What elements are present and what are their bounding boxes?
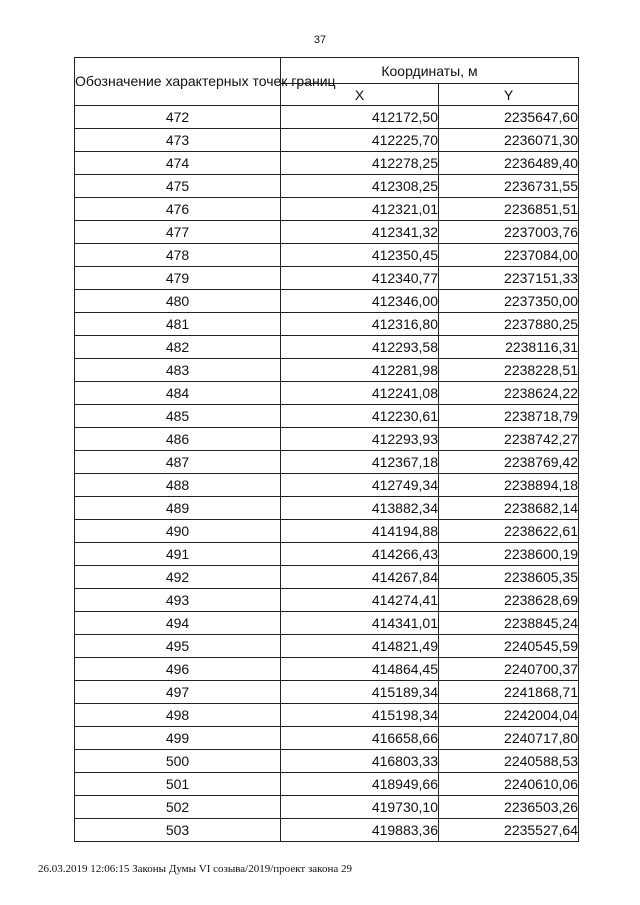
point-id-cell: 497	[75, 681, 281, 704]
point-id-cell: 503	[75, 819, 281, 842]
x-coordinate-cell: 416658,66	[281, 727, 439, 750]
table-row	[75, 658, 579, 681]
table-row	[75, 382, 579, 405]
y-coordinate-cell: 2235647,60	[439, 106, 579, 129]
x-coordinate-cell: 412230,61	[281, 405, 439, 428]
y-coordinate-cell: 2235527,64	[439, 819, 579, 842]
y-coordinate-cell: 2237084,00	[439, 244, 579, 267]
point-id-cell: 492	[75, 566, 281, 589]
x-coordinate-cell: 412350,45	[281, 244, 439, 267]
y-coordinate-cell: 2237003,76	[439, 221, 579, 244]
y-coordinate-cell: 2240700,37	[439, 658, 579, 681]
point-id-cell: 491	[75, 543, 281, 566]
y-coordinate-cell: 2236731,55	[439, 175, 579, 198]
table-row	[75, 497, 579, 520]
point-id-cell: 474	[75, 152, 281, 175]
table-row	[75, 727, 579, 750]
x-coordinate-cell: 412367,18	[281, 451, 439, 474]
x-coordinate-cell: 412225,70	[281, 129, 439, 152]
point-id-cell: 494	[75, 612, 281, 635]
y-coordinate-cell: 2238742,27	[439, 428, 579, 451]
table-row	[75, 290, 579, 313]
x-coordinate-cell: 414341,01	[281, 612, 439, 635]
table-row	[75, 520, 579, 543]
y-coordinate-cell: 2237151,33	[439, 267, 579, 290]
y-coordinate-cell: 2236489,40	[439, 152, 579, 175]
x-coordinate-cell: 412278,25	[281, 152, 439, 175]
y-coordinate-cell: 2241868,71	[439, 681, 579, 704]
table-row	[75, 635, 579, 658]
x-coordinate-cell: 412293,58	[281, 336, 439, 359]
point-id-cell: 483	[75, 359, 281, 382]
table-header	[75, 58, 579, 106]
y-coordinate-cell: 2240610,06	[439, 773, 579, 796]
x-coordinate-cell: 415189,34	[281, 681, 439, 704]
y-coordinate-cell: 2238600,19	[439, 543, 579, 566]
table-row	[75, 566, 579, 589]
point-id-cell: 490	[75, 520, 281, 543]
x-coordinate-cell: 414267,84	[281, 566, 439, 589]
x-coordinate-cell: 414864,45	[281, 658, 439, 681]
x-coordinate-cell: 416803,33	[281, 750, 439, 773]
point-id-cell: 501	[75, 773, 281, 796]
table-body	[75, 106, 579, 842]
point-id-cell: 482	[75, 336, 281, 359]
table-row	[75, 704, 579, 727]
point-id-cell: 487	[75, 451, 281, 474]
y-coordinate-cell: 2238845,24	[439, 612, 579, 635]
x-coordinate-cell: 412346,00	[281, 290, 439, 313]
x-coordinate-cell: 412293,93	[281, 428, 439, 451]
x-coordinate-cell: 412316,80	[281, 313, 439, 336]
table-row	[75, 129, 579, 152]
point-id-cell: 500	[75, 750, 281, 773]
point-id-cell: 493	[75, 589, 281, 612]
x-coordinate-cell: 414266,43	[281, 543, 439, 566]
y-coordinate-cell: 2238228,51	[439, 359, 579, 382]
table-row	[75, 359, 579, 382]
y-coordinate-cell: 2240588,53	[439, 750, 579, 773]
x-coordinate-cell: 412340,77	[281, 267, 439, 290]
point-id-cell: 473	[75, 129, 281, 152]
table-row	[75, 405, 579, 428]
header-point-name: Обозначение характерных точек границ	[75, 58, 281, 106]
table-row	[75, 175, 579, 198]
point-id-cell: 485	[75, 405, 281, 428]
page-number: 37	[313, 34, 327, 46]
table-row	[75, 543, 579, 566]
table-row	[75, 152, 579, 175]
header-coordinates: Координаты, м	[281, 58, 579, 84]
point-id-cell: 480	[75, 290, 281, 313]
x-coordinate-cell: 412281,98	[281, 359, 439, 382]
y-coordinate-cell: 2240545,59	[439, 635, 579, 658]
table-row	[75, 313, 579, 336]
coordinates-table	[74, 57, 579, 842]
x-coordinate-cell: 412321,01	[281, 198, 439, 221]
point-id-cell: 475	[75, 175, 281, 198]
y-coordinate-cell: 2238894,18	[439, 474, 579, 497]
table-row	[75, 428, 579, 451]
x-coordinate-cell: 414821,49	[281, 635, 439, 658]
point-id-cell: 476	[75, 198, 281, 221]
table-row	[75, 773, 579, 796]
table-row	[75, 106, 579, 129]
table-row	[75, 474, 579, 497]
y-coordinate-cell: 2238769,42	[439, 451, 579, 474]
y-coordinate-cell: 2238682,14	[439, 497, 579, 520]
header-y: Y	[439, 84, 579, 106]
x-coordinate-cell: 415198,34	[281, 704, 439, 727]
point-id-cell: 502	[75, 796, 281, 819]
x-coordinate-cell: 419730,10	[281, 796, 439, 819]
x-coordinate-cell: 414194,88	[281, 520, 439, 543]
x-coordinate-cell: 412172,50	[281, 106, 439, 129]
x-coordinate-cell: 412241,08	[281, 382, 439, 405]
table-row	[75, 267, 579, 290]
table-row	[75, 796, 579, 819]
x-coordinate-cell: 413882,34	[281, 497, 439, 520]
y-coordinate-cell: 2238624,22	[439, 382, 579, 405]
y-coordinate-cell: 2238622,61	[439, 520, 579, 543]
point-id-cell: 478	[75, 244, 281, 267]
table-row	[75, 451, 579, 474]
x-coordinate-cell: 418949,66	[281, 773, 439, 796]
point-id-cell: 477	[75, 221, 281, 244]
table-row	[75, 612, 579, 635]
point-id-cell: 479	[75, 267, 281, 290]
table-row	[75, 198, 579, 221]
point-id-cell: 489	[75, 497, 281, 520]
x-coordinate-cell: 412308,25	[281, 175, 439, 198]
table-row	[75, 750, 579, 773]
table-row	[75, 221, 579, 244]
point-id-cell: 472	[75, 106, 281, 129]
point-id-cell: 499	[75, 727, 281, 750]
y-coordinate-cell: 2242004,04	[439, 704, 579, 727]
point-id-cell: 486	[75, 428, 281, 451]
y-coordinate-cell: 2238116,31	[439, 336, 579, 359]
point-id-cell: 484	[75, 382, 281, 405]
point-id-cell: 488	[75, 474, 281, 497]
y-coordinate-cell: 2238718,79	[439, 405, 579, 428]
x-coordinate-cell: 412341,32	[281, 221, 439, 244]
header-row-top	[75, 58, 579, 84]
point-id-cell: 481	[75, 313, 281, 336]
x-coordinate-cell: 414274,41	[281, 589, 439, 612]
point-id-cell: 495	[75, 635, 281, 658]
point-id-cell: 496	[75, 658, 281, 681]
y-coordinate-cell: 2237880,25	[439, 313, 579, 336]
table-row	[75, 244, 579, 267]
x-coordinate-cell: 412749,34	[281, 474, 439, 497]
table-row	[75, 336, 579, 359]
y-coordinate-cell: 2236071,30	[439, 129, 579, 152]
table-row	[75, 589, 579, 612]
y-coordinate-cell: 2240717,80	[439, 727, 579, 750]
y-coordinate-cell: 2236851,51	[439, 198, 579, 221]
table-row	[75, 681, 579, 704]
y-coordinate-cell: 2237350,00	[439, 290, 579, 313]
point-id-cell: 498	[75, 704, 281, 727]
y-coordinate-cell: 2236503,26	[439, 796, 579, 819]
x-coordinate-cell: 419883,36	[281, 819, 439, 842]
table-row	[75, 819, 579, 842]
document-footer: 26.03.2019 12:06:15 Законы Думы VI созыва/2019/проект закона 29	[38, 863, 352, 875]
y-coordinate-cell: 2238628,69	[439, 589, 579, 612]
header-x: X	[281, 84, 439, 106]
y-coordinate-cell: 2238605,35	[439, 566, 579, 589]
